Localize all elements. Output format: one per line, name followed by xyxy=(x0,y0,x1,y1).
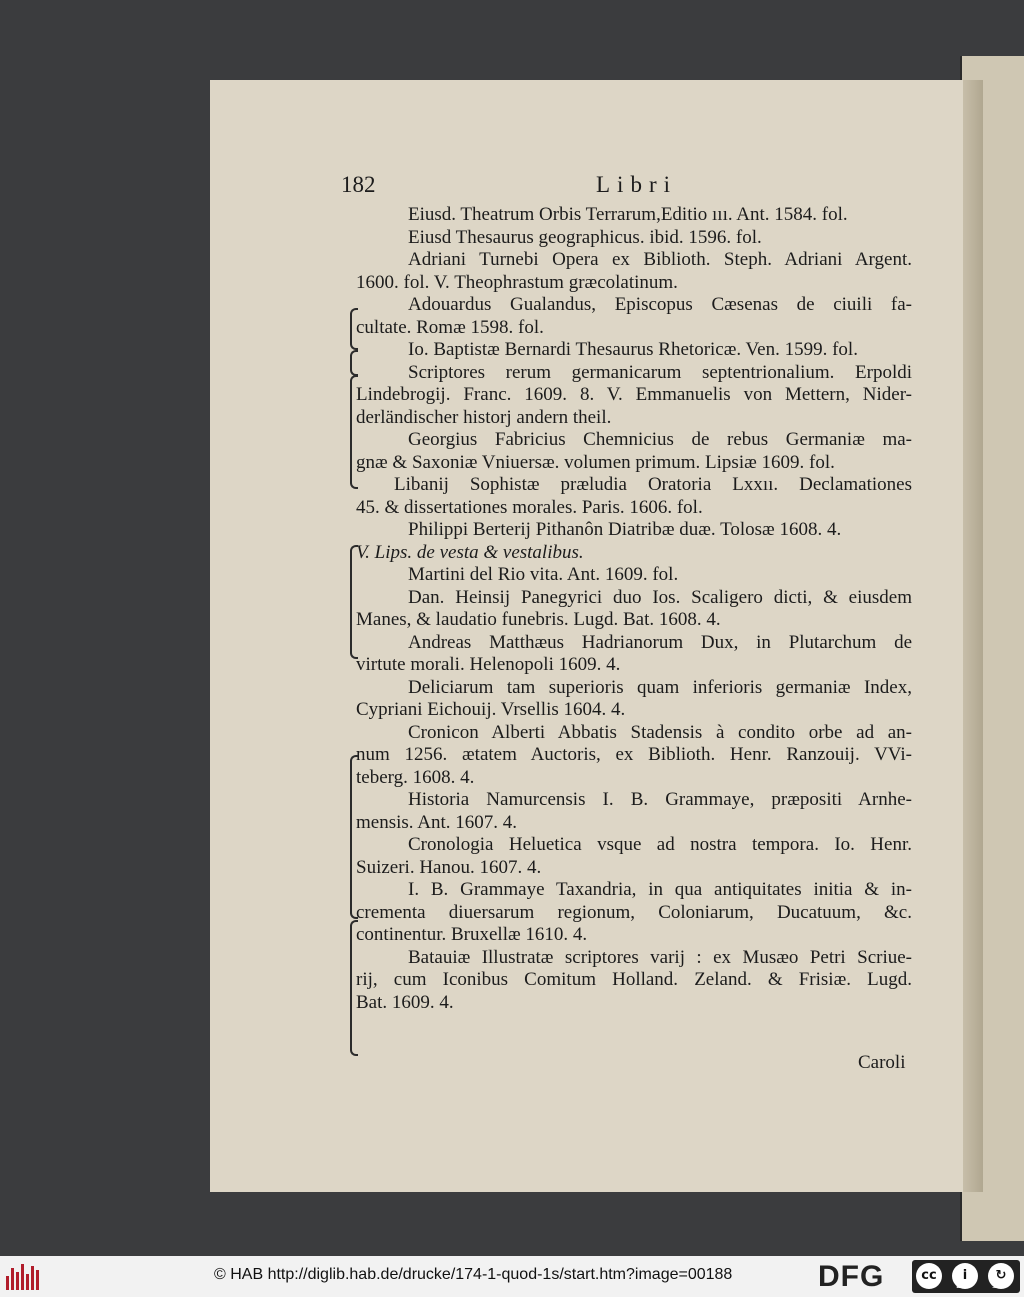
text-line: Adriani Turnebi Opera ex Biblioth. Steph. Adriani Argent. xyxy=(408,249,912,270)
share-alike-icon: ↻ xyxy=(988,1263,1014,1289)
text-line: Martini del Rio vita. Ant. 1609. fol. xyxy=(408,564,679,585)
margin-brace xyxy=(350,755,358,919)
text-line: Cypriani Eichouij. Vrsellis 1604. 4. xyxy=(356,699,626,720)
text-line: 1600. fol. V. Theophrastum græcolatinum. xyxy=(356,271,678,293)
text-line: I. B. Grammaye Taxandria, in qua antiquitates initia & in- xyxy=(408,879,912,900)
text-line: V. Lips. de vesta & vestalibus. xyxy=(356,541,584,563)
text-line: Io. Baptistæ Bernardi Thesaurus Rhetoricæ. Ven. 1599. fol. xyxy=(408,339,858,360)
margin-brace xyxy=(350,308,358,350)
page-header xyxy=(341,172,911,202)
text-line: num 1256. ætatem Auctoris, ex Biblioth. Henr. Ranzouij. VVi- xyxy=(356,744,912,765)
text-line: derländischer historj andern theil. xyxy=(356,406,612,428)
copyright-link[interactable]: © HAB http://diglib.hab.de/drucke/174-1-quod-1s/start.htm?image=00188 xyxy=(214,1266,733,1283)
text-line: rij, cum Iconibus Comitum Holland. Zeland. & Frisiæ. Lugd. xyxy=(356,969,912,990)
text-line: Scriptores rerum germanicarum septentrionalium. Erpoldi xyxy=(408,361,912,383)
text-line: cultate. Romæ 1598. fol. xyxy=(356,316,544,338)
text-line: Eiusd Thesaurus geographicus. ibid. 1596. fol. xyxy=(408,226,762,248)
text-line: 45. & dissertationes morales. Paris. 1606. fol. xyxy=(356,496,703,518)
text-line: Adouardus Gualandus, Episcopus Cæsenas de ciuili fa- xyxy=(408,294,912,315)
text-line: Eiusd. Theatrum Orbis Terrarum,Editio ııı. Ant. 1584. fol. xyxy=(408,204,848,225)
dfg-logo[interactable]: DFG xyxy=(818,1260,885,1293)
text-line: Batauiæ Illustratæ scriptores varij : ex Musæo Petri Scriue- xyxy=(408,946,912,968)
running-title: Libri xyxy=(596,172,677,197)
text-line: Philippi Berterij Pithanôn Diatribæ duæ. Tolosæ 1608. 4. xyxy=(408,519,842,540)
text-line: Dan. Heinsij Panegyrici duo Ios. Scaligero dicti, & eiusdem xyxy=(408,586,912,608)
page-fore-edge xyxy=(963,80,983,1192)
text-line: crementa diuersarum regionum, Coloniarum, Ducatuum, &c. xyxy=(356,901,912,923)
text-line: Manes, & laudatio funebris. Lugd. Bat. 1608. 4. xyxy=(356,609,721,630)
text-line: Andreas Matthæus Hadrianorum Dux, in Plutarchum de xyxy=(408,631,912,653)
creative-commons-license[interactable] xyxy=(912,1260,1020,1293)
text-line: teberg. 1608. 4. xyxy=(356,766,475,788)
license-sa-label: SA xyxy=(992,1281,1003,1290)
text-line: Georgius Fabricius Chemnicius de rebus Germaniæ ma- xyxy=(408,429,912,450)
viewer-footer xyxy=(0,1256,1024,1297)
text-line: Libanij Sophistæ præludia Oratoria Lxxıı. Declamationes xyxy=(394,474,912,495)
margin-brace xyxy=(350,920,358,1056)
license-by-label: BY xyxy=(956,1281,966,1290)
text-line: Bat. 1609. 4. xyxy=(356,991,454,1013)
text-line: Cronicon Alberti Abbatis Stadensis à condito orbe ad an- xyxy=(408,721,912,743)
margin-brace xyxy=(350,545,358,659)
margin-brace xyxy=(350,375,358,489)
text-line: virtute morali. Helenopoli 1609. 4. xyxy=(356,654,621,675)
page-number: 182 xyxy=(341,172,376,197)
text-line: Suizeri. Hanou. 1607. 4. xyxy=(356,856,542,878)
text-line: Lindebrogij. Franc. 1609. 8. V. Emmanuelis von Mettern, Nider- xyxy=(356,384,912,405)
attribution-icon: i xyxy=(952,1263,978,1289)
hab-logo-icon[interactable] xyxy=(6,1264,40,1290)
text-line: gnæ & Saxoniæ Vniuersæ. volumen primum. Lipsiæ 1609. fol. xyxy=(356,451,835,473)
page-text xyxy=(356,204,912,1014)
text-line: Deliciarum tam superioris quam inferioris germaniæ Index, xyxy=(408,676,912,698)
text-line: Cronologia Heluetica vsque ad nostra tempora. Io. Henr. xyxy=(408,834,912,855)
margin-brace xyxy=(350,350,358,376)
text-line: mensis. Ant. 1607. 4. xyxy=(356,811,517,833)
cc-icon: cc xyxy=(916,1263,942,1289)
catchword: Caroli xyxy=(858,1052,906,1073)
text-line: continentur. Bruxellæ 1610. 4. xyxy=(356,924,588,945)
text-line: Historia Namurcensis I. B. Grammaye, præpositi Arnhe- xyxy=(408,789,912,810)
